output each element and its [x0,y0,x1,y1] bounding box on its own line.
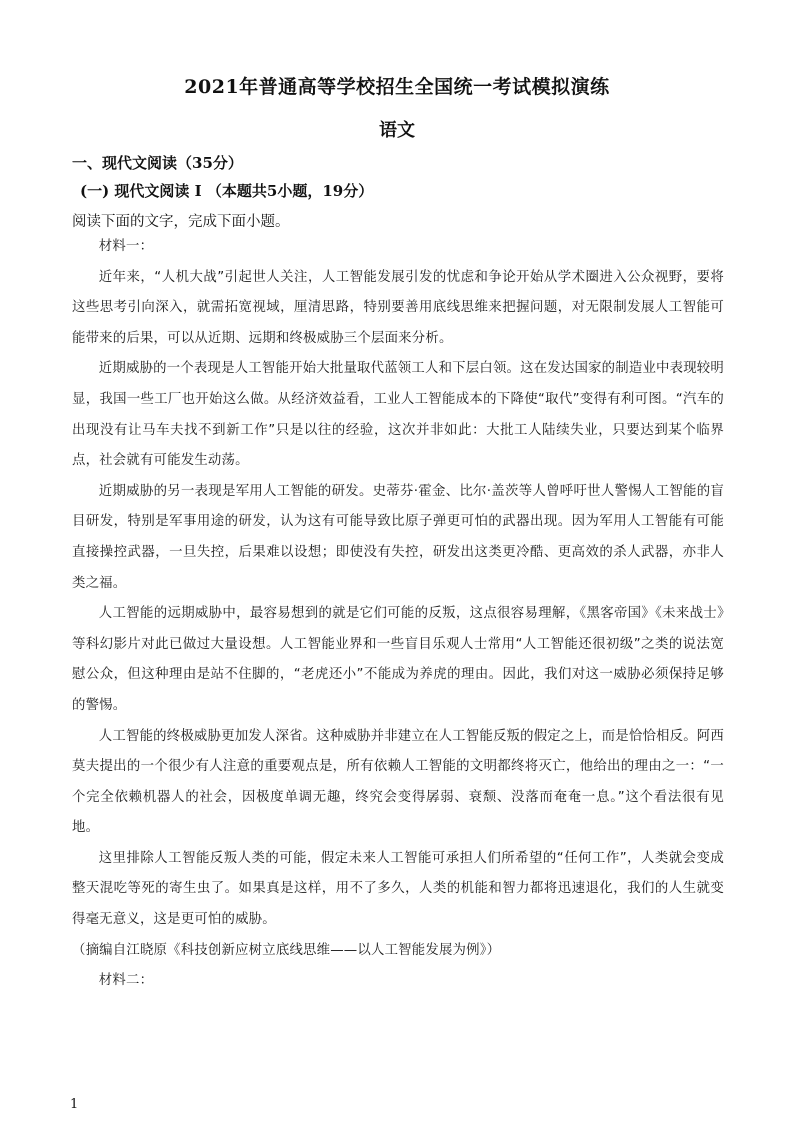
passage-paragraph: 近期威胁的另一表现是军用人工智能的研发。史蒂芬·霍金、比尔·盖茨等人曾呼吁世人警惕人工智能的盲目研发，特别是军事用途的研发，认为这有可能导致比原子弹更可怕的武器出现。因为军用人工智能有可能直接操控武器，一旦失控，后果难以设想；即使没有失控，研发出这类更冷酷、更高效的杀人武器，亦非人类之福。 [72,483,724,591]
page-number: 1 [70,1097,79,1112]
instruction-text: 阅读下面的文字，完成下面小题。 [72,214,290,230]
passage-paragraph: 近期威胁的一个表现是人工智能开始大批量取代蓝领工人和下层白领。这在发达国家的制造业中表现较明显，我国一些工厂也开始这么做。从经济效益看，工业人工智能成本的下降使“取代”变得有利可图。“汽车的出现没有让马车夫找不到新工作”只是以往的经验，这次并非如此：大批工人陆续失业，只要达到某个临界点，社会就有可能发生动荡。 [72,361,724,469]
reading-passage [72,232,724,997]
exam-title: 2021年普通高等学校招生全国统一考试模拟演练 [184,76,610,98]
subsection-heading: (一) 现代文阅读 I （本题共5小题，19分） [80,182,374,200]
passage-paragraph: 近年来，“人机大战”引起世人关注，人工智能发展引发的忧虑和争论开始从学术圈进入公众视野，要将这些思考引向深入，就需拓宽视域，厘清思路，特别要善用底线思维来把握问题，对无限制发展人工智能可能带来的后果，可以从近期、远期和终极威胁三个层面来分析。 [72,269,724,346]
source-citation: （摘编自江晓原《科技创新应树立底线思维——以人工智能发展为例》） [72,942,501,958]
section-heading: 一、现代文阅读（35分） [72,154,243,172]
subject-title: 语文 [379,120,415,141]
material-label: 材料二： [98,973,154,989]
passage-paragraph: 这里排除人工智能反叛人类的可能，假定未来人工智能可承担人们所希望的“任何工作”，人类就会变成整天混吃等死的寄生虫了。如果真是这样，用不了多久，人类的机能和智力都将迅速退化，我们的人生就变得毫无意义，这是更可怕的威胁。 [72,850,724,928]
passage-paragraph: 人工智能的终极威胁更加发人深省。这种威胁并非建立在人工智能反叛的假定之上，而是恰恰相反。阿西莫夫提出的一个很少有人注意的重要观点是，所有依赖人工智能的文明都终将灭亡，他给出的理由之一：“一个完全依赖机器人的社会，因极度单调无趣，终究会变得孱弱、衰颓、没落而奄奄一息。”这个看法很有见地。 [72,728,724,836]
passage-paragraph: 人工智能的远期威胁中，最容易想到的就是它们可能的反叛，这点很容易理解，《黑客帝国》《未来战士》等科幻影片对此已做过大量设想。人工智能业界和一些盲目乐观人士常用“人工智能还很初级”之类的说法宽慰公众，但这种理由是站不住脚的，“老虎还小”不能成为养虎的理由。因此，我们对这一威胁必须保持足够的警惕。 [72,606,724,713]
material-label: 材料一： [98,239,154,254]
